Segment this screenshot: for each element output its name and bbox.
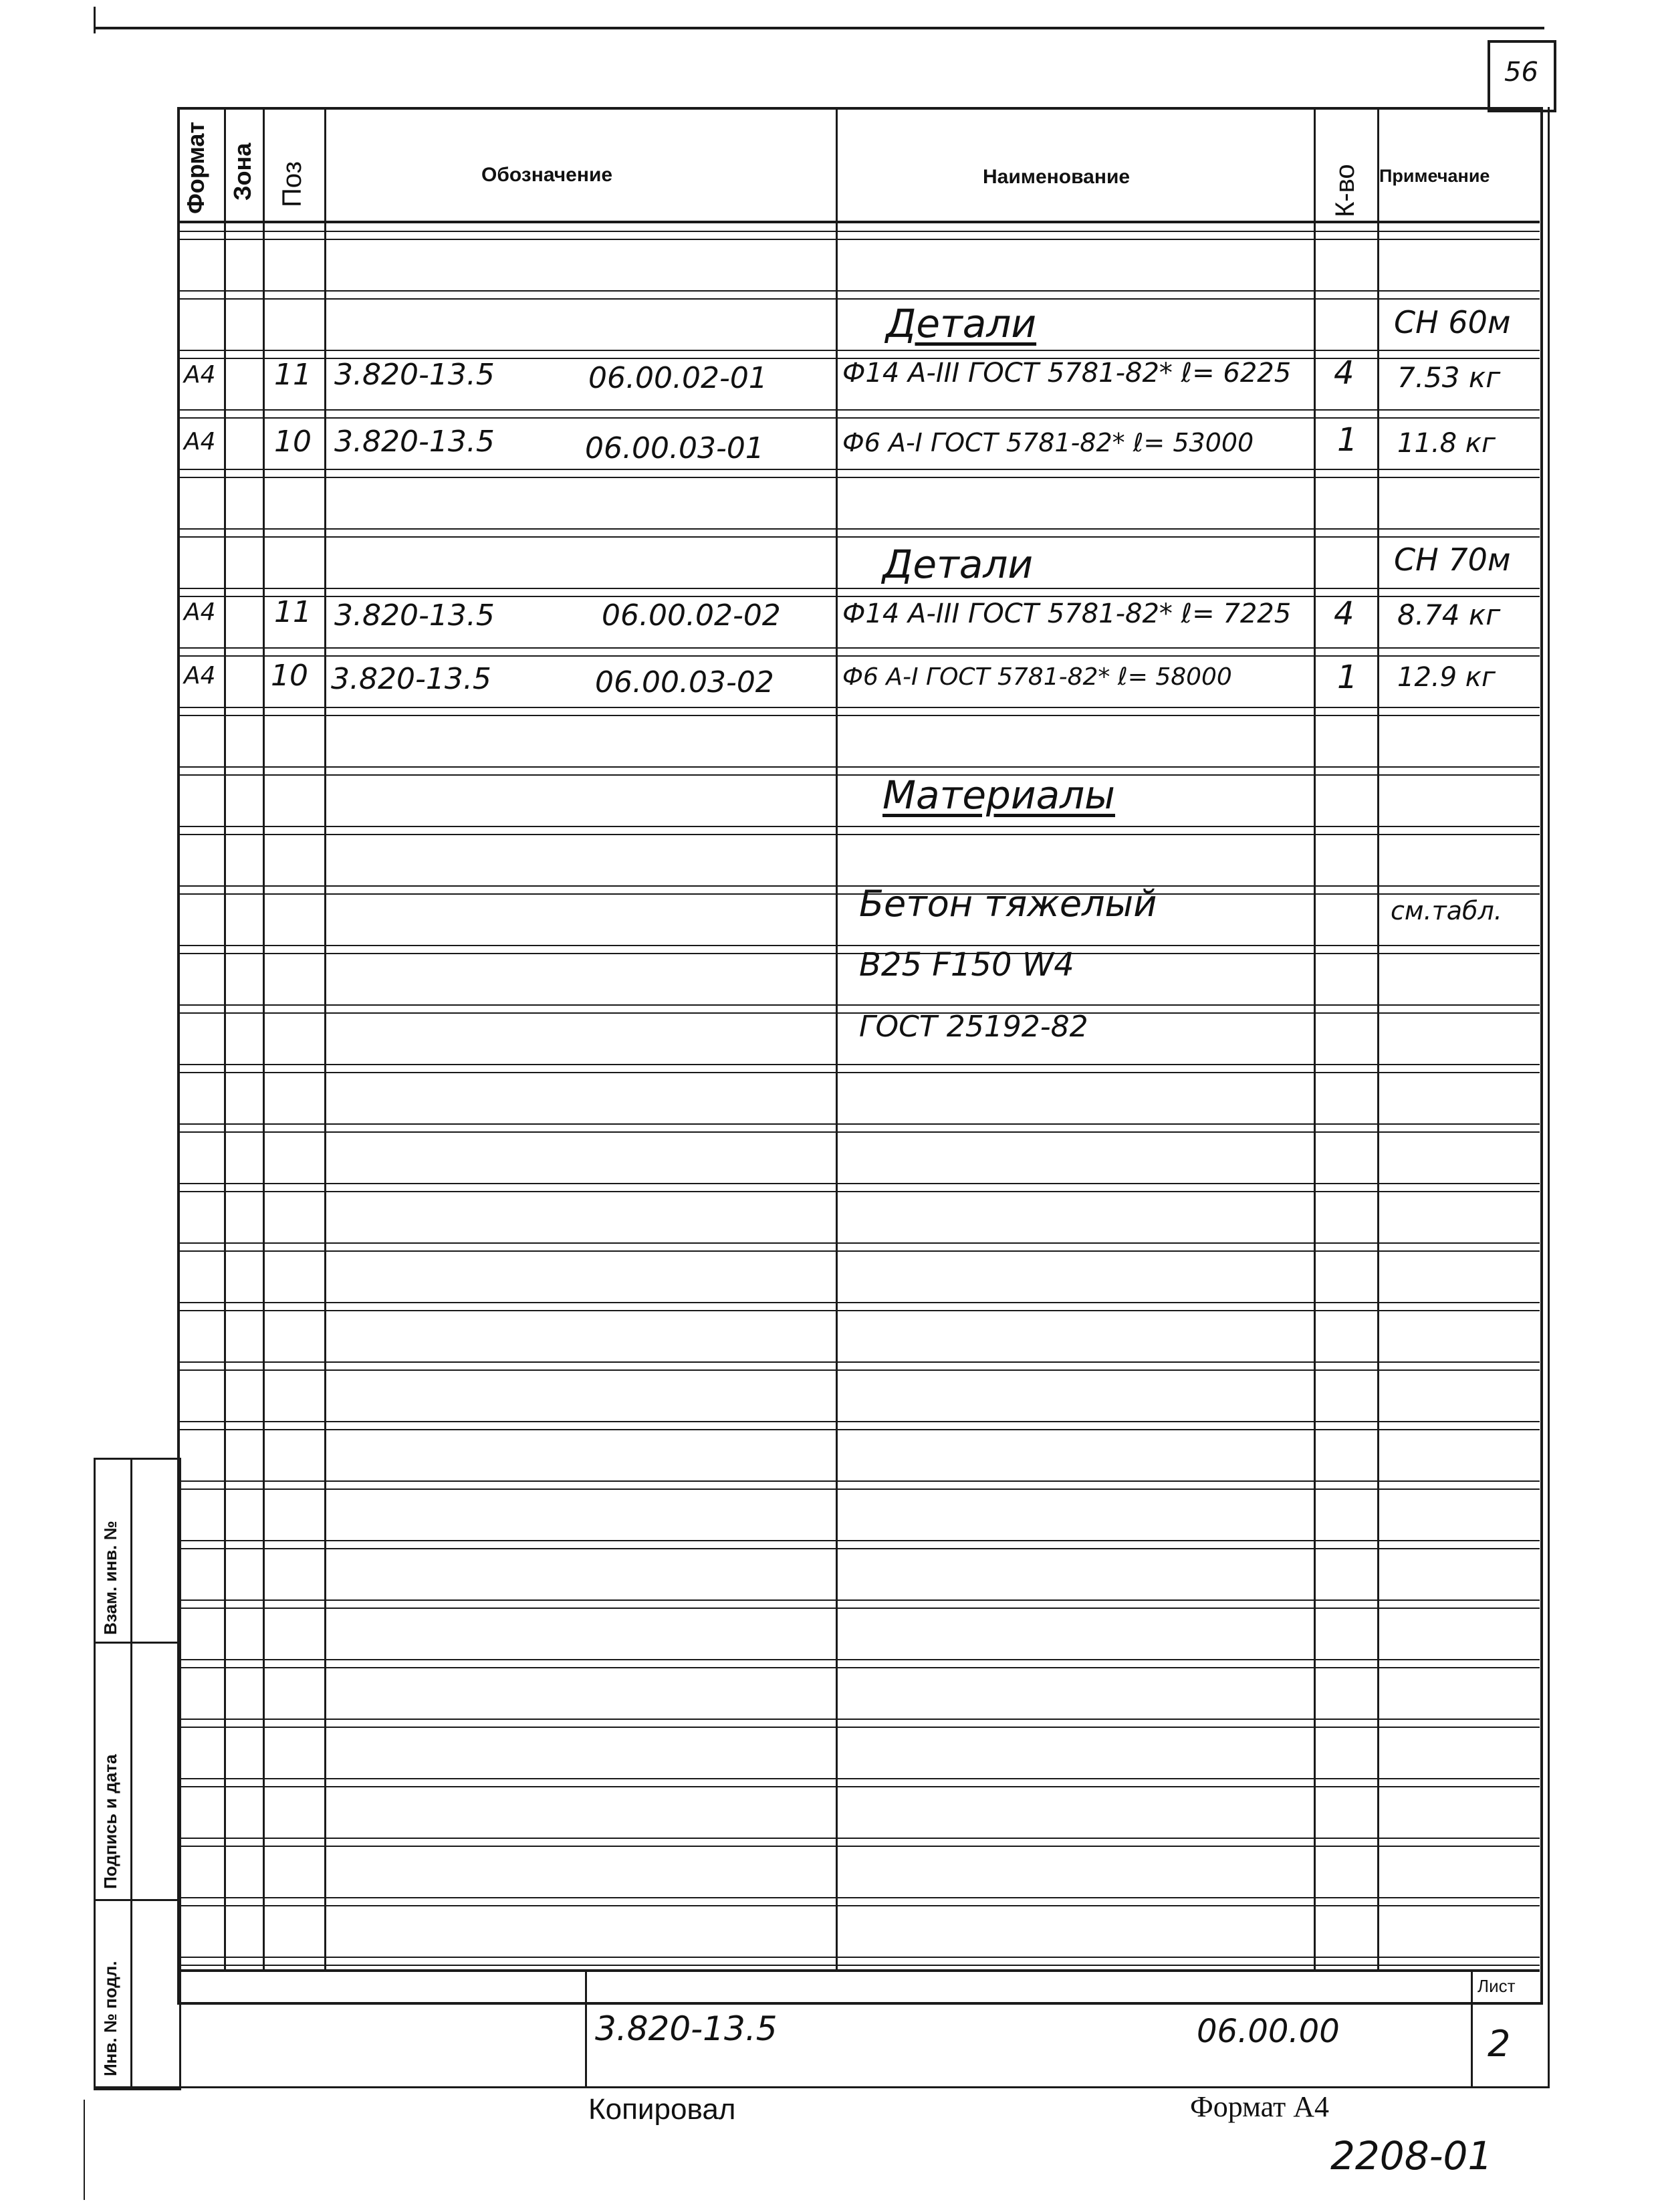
row-doc: 06.00.03-02 — [595, 665, 774, 699]
table-row-rule — [177, 1719, 1540, 1720]
row-format: А4 — [184, 662, 216, 689]
material-line: ГОСТ 25192-82 — [859, 1010, 1088, 1044]
row-qty: 4 — [1334, 354, 1354, 392]
side-stamp-sign-date: Подпись и дата — [100, 1754, 120, 1889]
title-block-divider — [585, 1969, 587, 2086]
table-row-rule — [177, 1905, 1540, 1906]
row-pos: 10 — [271, 659, 308, 693]
row-note: 11.8 кг — [1397, 428, 1496, 459]
table-row-rule — [177, 1131, 1540, 1133]
row-name: Ф14 А-III ГОСТ 5781-82* ℓ= 6225 — [842, 358, 1292, 389]
row-pos: 11 — [274, 358, 312, 392]
title-block-sheet-row — [1471, 2003, 1540, 2005]
section-note: СН 60м — [1394, 304, 1511, 340]
side-stamp-inv-orig: Инв. № подл. — [100, 1961, 120, 2076]
title-block-top — [177, 1969, 1540, 1972]
table-row-rule — [177, 1727, 1540, 1728]
table-row-rule — [177, 893, 1540, 895]
table-row-rule — [177, 766, 1540, 768]
table-row-rule — [177, 1302, 1540, 1303]
row-format: А4 — [184, 361, 216, 389]
table-row-rule — [177, 239, 1540, 240]
footer-number: 2208-01 — [1330, 2133, 1493, 2179]
table-row-rule — [177, 1480, 1540, 1482]
table-row-rule — [177, 1897, 1540, 1898]
table-row-rule — [177, 1310, 1540, 1311]
row-qty: 1 — [1337, 659, 1358, 696]
col-divider-name — [1314, 107, 1316, 1969]
header-pos: Поз — [277, 161, 307, 207]
row-note: 12.9 кг — [1397, 662, 1496, 693]
table-row-rule — [177, 1667, 1540, 1668]
material-note: см.табл. — [1391, 896, 1502, 925]
table-row-rule — [177, 409, 1540, 411]
title-block-sheet-divider — [1471, 1969, 1473, 2086]
title-block-code: 3.820-13.5 — [595, 2009, 778, 2048]
table-row-rule — [177, 350, 1540, 351]
title-block-sheet: 2 — [1488, 2023, 1511, 2065]
top-border — [94, 27, 1544, 29]
top-left-tick — [94, 7, 96, 33]
table-row-rule — [177, 1123, 1540, 1125]
table-row-rule — [177, 1242, 1540, 1244]
table-row-rule — [177, 536, 1540, 538]
row-doc: 06.00.02-02 — [602, 598, 781, 633]
table-row-rule — [177, 1599, 1540, 1601]
col-divider-qty — [1377, 107, 1379, 1969]
table-row-rule — [177, 715, 1540, 716]
row-format: А4 — [184, 428, 216, 455]
col-divider-pos — [324, 107, 326, 1969]
side-stamp-divider — [130, 1458, 132, 2086]
col-divider-designation — [836, 107, 838, 1969]
table-row-rule — [177, 477, 1540, 478]
table-row-rule — [177, 1361, 1540, 1363]
row-code: 3.820-13.5 — [334, 358, 495, 392]
section-title: Материалы — [882, 772, 1115, 818]
header-qty: К-во — [1330, 164, 1360, 217]
table-row-rule — [177, 417, 1540, 419]
table-row-rule — [177, 528, 1540, 530]
row-qty: 1 — [1337, 421, 1358, 459]
table-row-rule — [177, 469, 1540, 470]
table-row-rule — [177, 1659, 1540, 1660]
material-line: В25 F150 W4 — [859, 946, 1074, 984]
table-row-rule — [177, 834, 1540, 835]
table-row-rule — [177, 647, 1540, 649]
table-row-rule — [177, 953, 1540, 954]
table-row-rule — [177, 1072, 1540, 1073]
row-pos: 11 — [274, 595, 312, 629]
row-code: 3.820-13.5 — [334, 425, 495, 459]
row-note: 8.74 кг — [1397, 598, 1501, 631]
table-row-rule — [177, 1250, 1540, 1252]
header-zone: Зона — [229, 142, 256, 201]
table-row-rule — [177, 1965, 1540, 1966]
row-code: 3.820-13.5 — [331, 662, 491, 696]
row-note: 7.53 кг — [1397, 361, 1501, 394]
table-row-rule — [177, 1421, 1540, 1422]
footer-copied: Копировал — [588, 2093, 736, 2126]
material-line: Бетон тяжелый — [859, 883, 1157, 925]
table-row-rule — [177, 655, 1540, 657]
side-stamp-row — [94, 1642, 177, 1644]
right-frame-line — [1548, 107, 1550, 2086]
table-row-rule — [177, 298, 1540, 300]
left-margin-mark — [84, 2100, 85, 2200]
table-row-rule — [177, 1838, 1540, 1839]
table-row-rule — [177, 1548, 1540, 1549]
side-stamp-row — [94, 1899, 177, 1901]
col-divider-zone — [263, 107, 265, 1969]
table-row-rule — [177, 1957, 1540, 1958]
table-row-rule — [177, 774, 1540, 776]
bottom-frame-line — [94, 2086, 1550, 2088]
section-title: Детали — [886, 301, 1037, 346]
table-row-rule — [177, 1846, 1540, 1847]
header-designation: Обозначение — [481, 164, 613, 186]
row-pos: 10 — [274, 425, 312, 459]
table-row-rule — [177, 231, 1540, 232]
title-block-doc: 06.00.00 — [1197, 2013, 1340, 2050]
table-row-rule — [177, 1012, 1540, 1014]
page-number: 56 — [1504, 57, 1538, 88]
section-note: СН 70м — [1394, 542, 1511, 578]
table-row-rule — [177, 1429, 1540, 1430]
table-row-rule — [177, 707, 1540, 708]
header-note: Примечание — [1379, 166, 1490, 186]
table-row-rule — [177, 1064, 1540, 1065]
table-row-rule — [177, 1778, 1540, 1779]
table-row-rule — [177, 1191, 1540, 1192]
table-row-rule — [177, 1540, 1540, 1541]
table-row-rule — [177, 1183, 1540, 1184]
row-qty: 4 — [1334, 595, 1354, 633]
row-name: Ф14 А-III ГОСТ 5781-82* ℓ= 7225 — [842, 598, 1292, 629]
table-row-rule — [177, 1786, 1540, 1787]
table-row-rule — [177, 826, 1540, 827]
table-row-rule — [177, 885, 1540, 887]
table-row-rule — [177, 945, 1540, 946]
row-doc: 06.00.03-01 — [585, 431, 764, 465]
table-row-rule — [177, 1369, 1540, 1371]
table-row-rule — [177, 1488, 1540, 1490]
table-row-rule — [177, 588, 1540, 589]
row-code: 3.820-13.5 — [334, 598, 495, 633]
side-stamp-replace-inv: Взам. инв. № — [100, 1521, 120, 1635]
header-name: Наименование — [983, 166, 1131, 188]
row-doc: 06.00.02-01 — [588, 361, 767, 395]
col-divider-format — [224, 107, 226, 1969]
header-format: Формат — [182, 121, 209, 214]
table-row-rule — [177, 1608, 1540, 1609]
table-row-rule — [177, 1004, 1540, 1006]
header-row-border — [177, 221, 1540, 223]
row-format: А4 — [184, 598, 216, 626]
row-name: Ф6 А-I ГОСТ 5781-82* ℓ= 53000 — [842, 428, 1254, 457]
footer-format: Формат А4 — [1190, 2090, 1330, 2123]
title-block-sheet-label: Лист — [1477, 1976, 1516, 1996]
row-name: Ф6 А-I ГОСТ 5781-82* ℓ= 58000 — [842, 663, 1232, 691]
section-title: Детали — [882, 542, 1034, 587]
table-row-rule — [177, 290, 1540, 292]
